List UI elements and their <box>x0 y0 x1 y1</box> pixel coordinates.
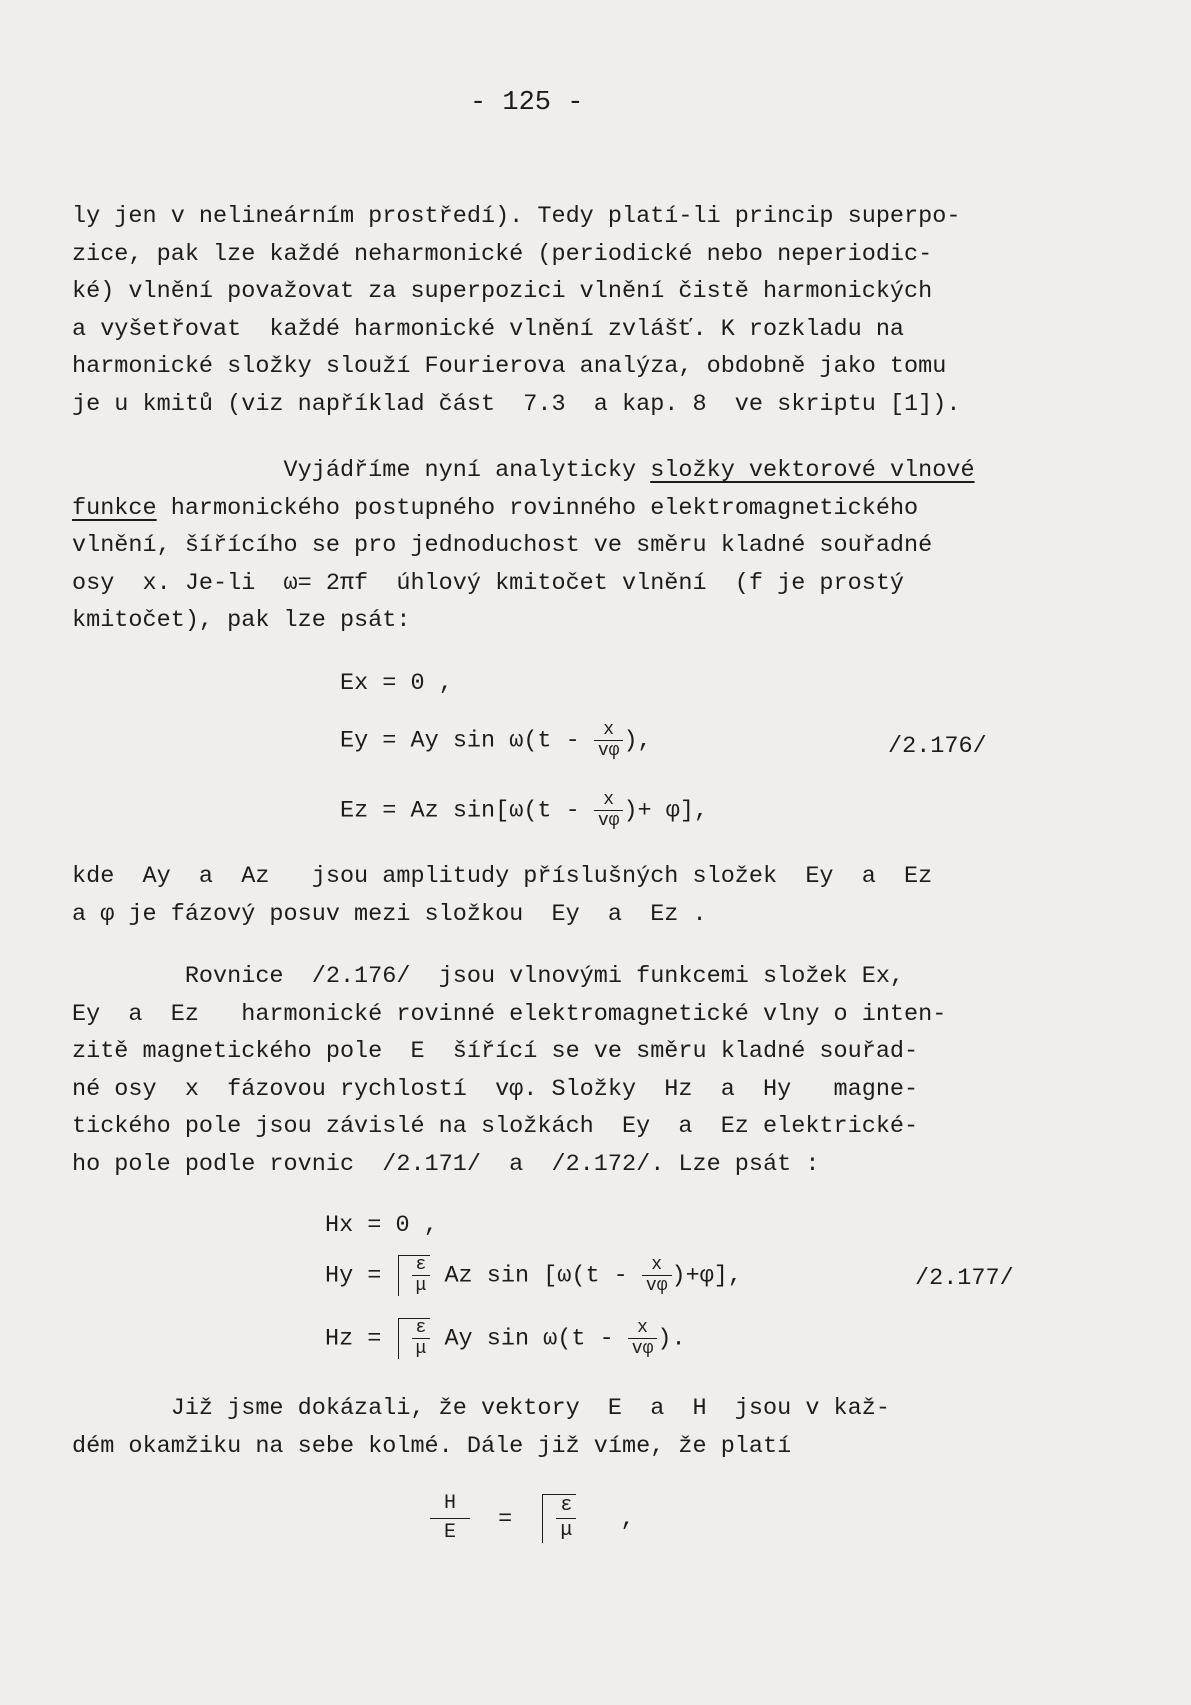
text-line: Rovnice /2.176/ jsou vlnovými funkcemi složek Ex, <box>72 963 905 990</box>
fraction-eps-over-mu <box>412 1255 431 1296</box>
comma: , <box>620 1505 635 1533</box>
equation-number: /2.176/ <box>888 733 987 760</box>
fraction-x-over-v <box>594 790 624 831</box>
paragraph-amplitudes <box>72 858 1072 933</box>
underlined-term: složky vektorové vlnové <box>650 457 975 484</box>
equation-number: /2.177/ <box>915 1265 1014 1292</box>
text-line: zice, pak lze každé neharmonické (periodické nebo neperiodic- <box>72 240 933 268</box>
page-number: - 125 - <box>470 88 584 118</box>
equation-ez-lhs: Ez = Az sin[ω(t - <box>340 797 594 825</box>
fraction-denominator: E <box>444 1521 457 1544</box>
paragraph-superposition <box>72 198 1072 423</box>
text-segment: harmonického postupného rovinného elektromagnetického <box>156 494 919 522</box>
equation-hz <box>325 1318 686 1359</box>
fraction-denominator: μ <box>415 1339 427 1359</box>
fraction-numerator: ε <box>412 1318 431 1339</box>
paragraph-perpendicular <box>72 1390 1072 1465</box>
fraction-x-over-v <box>594 720 624 761</box>
paragraph-wave-function <box>72 452 1072 640</box>
equation-ez-rhs: )+ φ], <box>623 797 709 825</box>
equation-ey <box>340 720 652 761</box>
text-line: osy x. Je-li ω= 2πf úhlový kmitočet vlnění (f je prostý <box>72 569 905 597</box>
fraction-denominator: vφ <box>597 741 620 761</box>
fraction-numerator: x <box>642 1255 672 1276</box>
fraction-numerator: x <box>628 1318 658 1339</box>
fraction-eps-over-mu <box>412 1318 431 1359</box>
equation-ratio <box>430 1490 635 1547</box>
fraction-numerator: x <box>594 720 624 741</box>
text-line: je u kmitů (viz například část 7.3 a kap. 8 ve skriptu [1]). <box>72 390 961 418</box>
text-segment: Vyjádříme nyní analyticky <box>72 457 651 484</box>
text-line: a φ je fázový posuv mezi složkou Ey a Ez . <box>72 900 707 928</box>
equation-ey-lhs: Ey = Ay sin ω(t - <box>340 727 594 755</box>
equation-hy <box>325 1255 742 1296</box>
fraction-denominator: μ <box>560 1519 573 1542</box>
fraction-x-over-v <box>642 1255 672 1296</box>
underlined-term: funkce <box>72 494 157 522</box>
equation-hy-mid: Az sin [ω(t - <box>430 1262 642 1290</box>
text-line: kmitočet), pak lze psát: <box>72 607 411 634</box>
paragraph-equations-description <box>72 958 1072 1183</box>
text-line: vlnění, šířícího se pro jednoduchost ve směru kladné souřadné <box>72 532 933 559</box>
equation-hx: Hx = 0 , <box>325 1212 438 1239</box>
fraction-numerator: x <box>594 790 624 811</box>
fraction-h-over-e <box>430 1490 470 1547</box>
fraction-denominator: vφ <box>645 1276 668 1296</box>
text-line: Ey a Ez harmonické rovinné elektromagnetické vlny o inten- <box>72 1000 947 1028</box>
text-line: dém okamžiku na sebe kolmé. Dále již víme, že platí <box>72 1432 792 1460</box>
text-line: ho pole podle rovnic /2.171/ a /2.172/. Lze psát : <box>72 1150 820 1178</box>
square-root <box>540 1494 576 1543</box>
fraction-numerator: ε <box>556 1494 576 1519</box>
square-root <box>396 1255 431 1296</box>
text-line: kde Ay a Az jsou amplitudy příslušných složek Ey a Ez <box>72 863 933 890</box>
square-root <box>396 1318 431 1359</box>
fraction-numerator: H <box>430 1490 470 1519</box>
text-line: tického pole jsou závislé na složkách Ey a Ez elektrické- <box>72 1113 919 1140</box>
text-line: Již jsme dokázali, že vektory E a H jsou v kaž- <box>72 1395 890 1422</box>
fraction-denominator: μ <box>415 1276 427 1296</box>
equation-ex: Ex = 0 , <box>340 670 453 697</box>
fraction-eps-over-mu <box>556 1494 576 1543</box>
equation-ez <box>340 790 708 831</box>
equation-hz-rhs: ). <box>657 1325 686 1353</box>
text-line: zitě magnetického pole E šířící se ve směru kladné souřad- <box>72 1038 919 1065</box>
equation-hz-mid: Ay sin ω(t - <box>430 1325 628 1353</box>
equals-sign: = <box>498 1505 513 1533</box>
text-line: né osy x fázovou rychlostí vφ. Složky Hz a Hy magne- <box>72 1075 919 1103</box>
equation-ey-rhs: ), <box>623 727 652 755</box>
text-line: ly jen v nelineárním prostředí). Tedy platí-li princip superpo- <box>72 203 961 230</box>
equation-hy-lhs: Hy = <box>325 1262 382 1290</box>
text-line: a vyšetřovat každé harmonické vlnění zvlášť. K rozkladu na <box>72 315 905 343</box>
fraction-numerator: ε <box>412 1255 431 1276</box>
fraction-denominator: vφ <box>631 1339 654 1359</box>
text-line: harmonické složky slouží Fourierova analýza, obdobně jako tomu <box>72 353 947 380</box>
fraction-denominator: vφ <box>597 811 620 831</box>
text-line: ké) vlnění považovat za superpozici vlnění čistě harmonických <box>72 278 933 305</box>
equation-hz-lhs: Hz = <box>325 1325 382 1353</box>
fraction-x-over-v <box>628 1318 658 1359</box>
equation-hy-rhs: )+φ], <box>671 1262 743 1290</box>
